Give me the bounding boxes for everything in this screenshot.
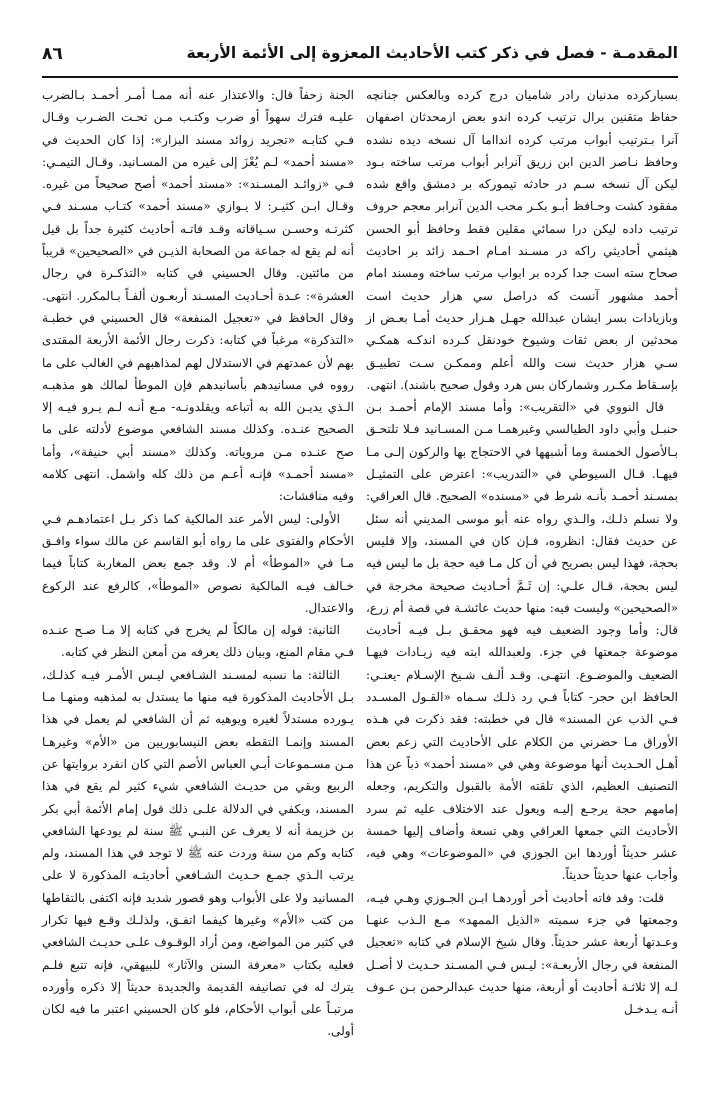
page-number: ٨٦ <box>42 44 63 64</box>
paragraph: الثانية: قوله إن مالكاً لم يخرج في كتابه إلا مـا صـح عنـده فـي مقام المنع، وبيان ذلك يعرفه من أمعن النظر في كتابه. <box>42 623 354 660</box>
left-column <box>42 84 354 1043</box>
header-rule <box>42 76 678 78</box>
running-title: المقدمـة - فصل في ذكر كتب الأحاديث المعزوة إلى الأئمة الأربعة <box>186 44 678 62</box>
paragraph: قال النووي في «التقريب»: وأما مسند الإمام أحمـد بـن حنبـل وأبي داود الطيالسي وغيرهمـا مـن المسـانيد فـلا تلتحـق بـالأصول الخمسة وما أشبهها في الاحتجاج بها والركون إلـى مـا فيهـا. قـال السيوطي في «التدريب»: اعترض على التمثيـل بمسـند أحمـد بأنـه شرط في «مسنده» الصحيح. قال العراقي: ولا نسلم ذلـك، والـذي رواه عنه أبو موسى المديني أنه سئل عن حديث فقال: انظروه، فـإن كان في المسند، وإلا فليس بحجة، فهذا ليس بصريح في أن كل مـا فيه حجة بل ما ليس فيه ليس بحجة، قـال علـي: إن ثَـمَّ أحـاديث صحيحة مخرجة في «الصحيحين» وليست فيه: منها حديث عائشـة في قصة أم زرع، قال: وأما وجود الضعيف فيه فهو محقـق بـل فيـه أحاديث موضوعة جمعتها في جزء. ولعبدالله ابنه فيه زيـادات فيهـا الضعيف والموضـوع. انتهـى. وقـد ألـف شـيخ الإسـلام -يعنـي: الحافظ ابن حجر- كتاباً فـي رد ذلـك سـماه «القـول المسـدد فـي الذب عن المسند» قال في خطبته: فقد ذكرت في هـذه الأوراق مـا حضرني من الكلام على الأحاديث التي زعم بعض أهـل الحـديث أنها موضوعة وهي في «مسند أحمد» ذباً عن هذا التصنيف العظيم، الذي تلقته الأمة بالقبول والتكريم، وجعله إمامهم حجة يرجـع إليـه ويعول عند الاختلاف عليه ثم سرد الأحاديث التي جمعها العراقي وهي تسعة وأضاف إليها خمسة عشر حديثاً أوردها ابن الجوزي في «الموضوعات» وهي فيه، وأجاب عنها حديثاً حديثاً. <box>366 400 678 883</box>
right-column <box>366 84 678 1020</box>
paragraph: قلت: وقد فاته أحاديث أخر أوردهـا ابـن الجـوزي وهـي فيـه، وجمعتها في جزء سميته «الذيل الممهد» مـع الـذب عنهـا وعـدتها أربعة عشر حديثاً. وقال شيخ الإسلام في كتابه «تعجيل المنفعة في رجال الأربعـة»: ليـس فـي المسـند حـديث لا أصـل لـه إلا ثلاثـة أحاديث أو أربعة، منها حديث عبدالرحمن بـن عـوف أنـه يـدخـل <box>366 890 678 1017</box>
paragraph: الأولى: ليس الأمر عند المالكية كما ذكر بـل اعتمادهـم فـي الأحكام والفتوى على ما رواه أبو القاسم عن مالك سواء وافـق مـا في «الموطأ» أم لا. وقد جمع بعض المغاربة كتاباً فيما خـالف فيـه المالكية نصوص «الموطأ»، كالرفع عند الركوع والاعتدال. <box>42 511 354 615</box>
page-header <box>42 44 678 74</box>
paragraph: الثالثة: ما نسبه لمسـند الشـافعي ليـس الأمـر فيـه كذلـك، بـل الأحاديث المذكورة فيه منها ما يستدل به لمذهبه ومنهـا مـا يـورده مستدلاً لغيره ويوهيه ثم أن الشافعي لم يعمل في هذا المسند وإنمـا التقطه بعض النيسابوريين من «الأم» وغيرهـا مـن مسـموعات أبـي العباس الأصم التي كان انفرد بروايتها عن الربيع وبقي من حديـث الشافعي شيء كثير لم يقع في هذا المسند، ويكفي في الدلالة علـى ذلك قول إمام الأئمة أبي بكر بن خزيمة أنه لا يعرف عن النبـي ﷺ سنة لم يودعها الشافعي كتابه وكم من سنة وردت عنه ﷺ لا توجد في هذا المسند، ولم يرتب الـذي جمـع حـديث الشـافعي أحاديثـه المذكورة لا على المسانيد ولا على الأبواب وهو قصور شديد فإنه اكتفى بالتقاطها من كتب «الأم» وغيرها كيفما اتفـق، ولذلـك وقـع فيها تكرار في كثير من المواضع، ومن أراد الوقـوف علـى حديـث الشافعي فعليه بكتاب «معرفة السنن والآثار» للبيهقي، فإنه تتبع فلـم يترك له في تصانيفه القديمة والجديدة حديثاً إلا ذكره وأورده مرتبـاً على أبواب الأحكام، فلو كان الحسيني اعتبر ما فيه لكان أولى. <box>42 667 354 1039</box>
paragraph: الجنة زحفاً قال: والاعتذار عنه أنه ممـا أمـر أحمـد بـالضرب عليـه فترك سهواً أو ضرب وكتـب مـن تحـت الضـرب وقـال فـي كتابـه «تجريد زوائد مسند البزار»: إذا كان الحديث في «مسند أحمد» لـم يُعْزَ إلى غيره من المسـانيد. وقـال التيمـي: فـي «زوائـد المسـند»: «مسند أحمد» أصح صحيحاً من غيره. وقـال ابـن كثيـر: لا يـوازي «مسند أحمد» كتـاب مسـند فـي كثرتـه وحسـن سـياقاته وقـد فاتـه أحاديث كثيرة جداً بل قيل أنه لم يقع له جماعة من الصحابة الذيـن في «الصحيحين» قريباً من مائتين. وقال الحسيني في كتابه «التذكـرة في رجال العشرة»: عـدة أحـاديث المسـند أربعـون ألفـاً بـالمكرر. انتهى. وقال الحافظ في «تعجيل المنفعة» قال الحسيني في خطبـة «التذكرة» مرغباً في كتابه: ذكرت رجال الأئمة الأربعة المقتدى بهم لأن عمدتهم في الاستدلال لهم لمذاهبهم في الغالب على ما رووه في مسانيدهم بأسانيدهم فإن الموطأ لمالك هو مذهبـه الـذي يديـن الله به أتباعه ويقلدونـه- مـع أنـه لـم يـرو فيـه إلا الصحيح عنـده. وكذلك مسند الشافعي موضوع لأدلته على ما صح عنـده مـن مروياته. وكذلك «مسند أبي حنيفة»، وأما «مسند أحمـد» فإنـه أعـم من ذلك كله واشمل. انتهى كلامه وفيه مناقشات: <box>42 88 354 504</box>
paragraph: بسياركرده مدنيان رادر شاميان درج كرده وبالعكس جنانچه حفاظ متقنين برال ترتيب كرده اندو بعض ازمحدثان اصفهان آنرا بـترتيب أبواب مرتب كرده اندااما آل نسخه ديده نشده وحافظ نـاصر الدين ابن زريق آنرابر أبواب مرتب ساخته بـود ليكن آل نسخه سـم در حادثه تيمورکه بر دمشق واقع شده مفقود كشت وحـافظ أبـو بكـر محب الدين آنرابر معجم حروف ترتيب داده ليكن درا سمائي مقلين فقط وحافظ أبو الحسن هيثمي أحاديثي راكه در مسـند امـام احـمد زائد بر احاديث صحاح سته است جدا كرده بر ابواب مرتب ساخته ومسند امام أحمد مشهور آنست كه دراصل سي هزار حديث است وبازيادات بسر ايشان عبدالله جهـل هـزار حديث أمـا بعـض از محدثين از بعض ثقات وشيوخ خودنقل كـرده اندكـه همكـي سـي هزار حديث ست والله أعلم وممكـن سـت تطبيـق بإسـقاط مكـرر وشماركان بس هرد وقول صحيح باشند). انتهى. <box>366 88 678 392</box>
